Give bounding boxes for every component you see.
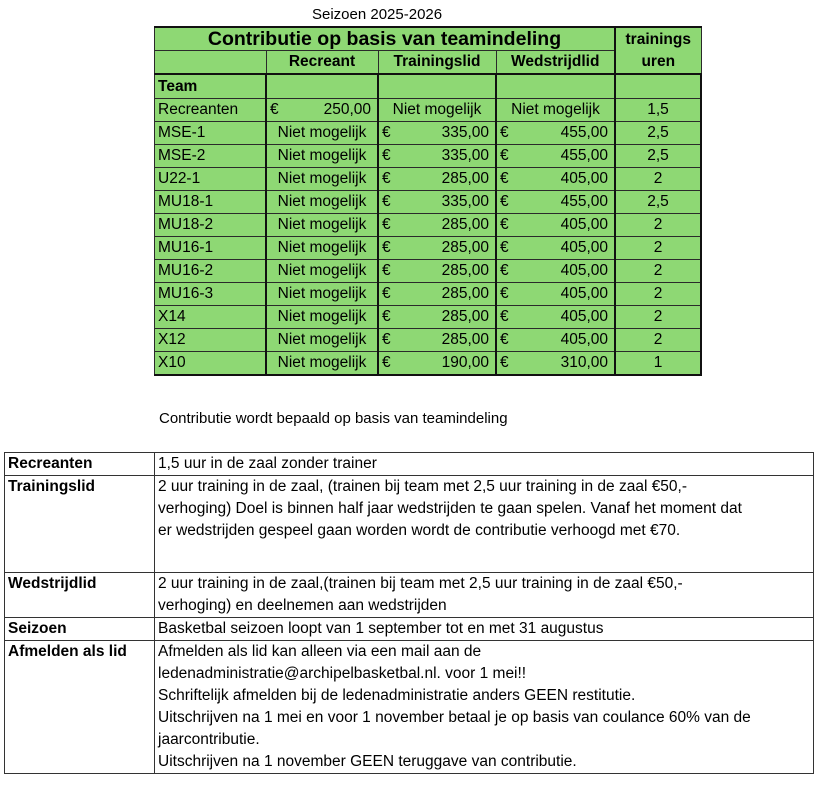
fee-recreant (266, 329, 378, 352)
money-value (382, 261, 492, 281)
euro-symbol: € (500, 239, 509, 256)
euro-symbol: € (382, 354, 391, 371)
training-hours: 2,5 (615, 122, 701, 145)
money-value (382, 307, 492, 327)
info-row (5, 573, 814, 618)
euro-symbol: € (500, 216, 509, 233)
money-value (382, 215, 492, 235)
team-name: Recreanten (155, 99, 267, 122)
euro-symbol: € (500, 262, 509, 279)
fee-trainingslid (378, 191, 496, 214)
fee-row (155, 168, 702, 191)
info-row (5, 476, 814, 573)
team-header-row (155, 74, 702, 99)
euro-symbol: € (382, 124, 391, 141)
amount: 455,00 (560, 147, 608, 164)
money-value (500, 215, 611, 235)
fee-row (155, 122, 702, 145)
fee-wedstrijdlid (496, 306, 615, 329)
fee-wedstrijdlid (496, 145, 615, 168)
money-value (500, 169, 611, 189)
hours-header-line1: trainings (625, 30, 691, 48)
fee-rows (155, 99, 702, 376)
fee-wedstrijdlid (496, 260, 615, 283)
fee-wedstrijdlid (496, 99, 615, 122)
not-possible-label: Niet mogelijk (392, 101, 482, 118)
fee-row (155, 145, 702, 168)
money-value (382, 192, 492, 212)
euro-symbol: € (382, 193, 391, 210)
info-line: jaarcontributie. (158, 731, 260, 748)
fee-note: Contributie wordt bepaald op basis van teamindeling (159, 410, 508, 427)
not-possible-label: Niet mogelijk (277, 331, 367, 348)
info-key: Wedstrijdlid (5, 573, 155, 618)
amount: 285,00 (441, 239, 489, 256)
fee-wedstrijdlid (496, 352, 615, 376)
team-name: MU18-2 (155, 214, 267, 237)
info-line: Basketbal seizoen loopt van 1 september tot en met 31 augustus (158, 620, 604, 637)
amount: 405,00 (560, 308, 608, 325)
info-value (155, 641, 814, 774)
amount: 310,00 (560, 354, 608, 371)
fee-title-row (155, 27, 702, 51)
amount: 405,00 (560, 262, 608, 279)
money-value (382, 238, 492, 258)
not-possible-label: Niet mogelijk (277, 239, 367, 256)
not-possible-label: Niet mogelijk (277, 170, 367, 187)
info-line: er wedstrijden gespeel gaan worden wordt de contributie verhoogd met €70. (158, 522, 681, 539)
amount: 335,00 (441, 193, 489, 210)
money-value (500, 238, 611, 258)
euro-symbol: € (500, 193, 509, 210)
fee-row (155, 237, 702, 260)
fee-row (155, 214, 702, 237)
amount: 455,00 (560, 124, 608, 141)
fee-recreant (266, 214, 378, 237)
euro-symbol: € (382, 147, 391, 164)
fee-recreant (266, 237, 378, 260)
fee-trainingslid (378, 352, 496, 376)
info-table (4, 452, 814, 774)
fee-wedstrijdlid (496, 168, 615, 191)
fee-wedstrijdlid (496, 283, 615, 306)
amount: 285,00 (441, 308, 489, 325)
fee-table-title: Contributie op basis van teamindeling (155, 27, 616, 51)
hours-header-line2: uren (641, 52, 676, 70)
team-name: MSE-1 (155, 122, 267, 145)
info-line: verhoging) en deelnemen aan wedstrijden (158, 597, 447, 614)
fee-recreant (266, 145, 378, 168)
amount: 335,00 (441, 124, 489, 141)
info-key: Seizoen (5, 618, 155, 641)
not-possible-label: Niet mogelijk (277, 308, 367, 325)
fee-wedstrijdlid (496, 214, 615, 237)
amount: 405,00 (560, 239, 608, 256)
info-line: 2 uur training in de zaal,(trainen bij team met 2,5 uur training in de zaal €50,- (158, 575, 683, 592)
fee-trainingslid (378, 122, 496, 145)
euro-symbol: € (382, 170, 391, 187)
fee-row (155, 306, 702, 329)
not-possible-label: Niet mogelijk (277, 262, 367, 279)
not-possible-label: Niet mogelijk (277, 354, 367, 371)
team-name: MSE-2 (155, 145, 267, 168)
amount: 455,00 (560, 193, 608, 210)
empty-cell (266, 74, 378, 99)
info-line: Schriftelijk afmelden bij de ledenadministratie anders GEEN restitutie. (158, 687, 636, 704)
money-value (500, 192, 611, 212)
amount: 405,00 (560, 285, 608, 302)
info-line: verhoging) Doel is binnen half jaar wedstrijden te gaan spelen. Vanaf het moment dat (158, 500, 742, 517)
not-possible-label: Niet mogelijk (277, 124, 367, 141)
euro-symbol: € (382, 239, 391, 256)
info-line: Uitschrijven na 1 mei en voor 1 november betaal je op basis van coulance 60% van de (158, 709, 751, 726)
fee-recreant (266, 306, 378, 329)
info-line: 2 uur training in de zaal, (trainen bij team met 2,5 uur training in de zaal €50,- (158, 478, 688, 495)
info-line: Afmelden als lid kan alleen via een mail aan de (158, 643, 482, 660)
euro-symbol: € (382, 285, 391, 302)
money-value (382, 330, 492, 350)
not-possible-label: Niet mogelijk (277, 147, 367, 164)
training-hours: 2 (615, 306, 701, 329)
euro-symbol: € (382, 331, 391, 348)
hours-header (615, 27, 701, 74)
not-possible-label: Niet mogelijk (277, 285, 367, 302)
fee-trainingslid (378, 329, 496, 352)
fee-trainingslid (378, 260, 496, 283)
column-header-wedstrijdlid: Wedstrijdlid (496, 51, 615, 75)
training-hours: 2 (615, 237, 701, 260)
info-line: 1,5 uur in de zaal zonder trainer (158, 455, 377, 472)
euro-symbol: € (270, 101, 279, 118)
blank-header-cell (155, 51, 267, 75)
euro-symbol: € (500, 308, 509, 325)
euro-symbol: € (500, 147, 509, 164)
not-possible-label: Niet mogelijk (277, 216, 367, 233)
amount: 285,00 (441, 331, 489, 348)
fee-wedstrijdlid (496, 191, 615, 214)
money-value (270, 100, 374, 120)
team-name: X10 (155, 352, 267, 376)
training-hours: 2,5 (615, 191, 701, 214)
euro-symbol: € (382, 308, 391, 325)
money-value (500, 307, 611, 327)
training-hours: 2 (615, 260, 701, 283)
fee-recreant (266, 352, 378, 376)
info-key: Afmelden als lid (5, 641, 155, 774)
euro-symbol: € (500, 124, 509, 141)
team-header: Team (155, 74, 267, 99)
fee-trainingslid (378, 214, 496, 237)
training-hours: 2 (615, 168, 701, 191)
team-name: MU16-1 (155, 237, 267, 260)
training-hours: 1 (615, 352, 701, 376)
info-rows (5, 453, 814, 774)
fee-table (154, 26, 702, 376)
info-key: Recreanten (5, 453, 155, 476)
info-value (155, 618, 814, 641)
money-value (500, 146, 611, 166)
info-key: Trainingslid (5, 476, 155, 573)
fee-recreant (266, 191, 378, 214)
amount: 285,00 (441, 216, 489, 233)
amount: 405,00 (560, 170, 608, 187)
fee-row (155, 99, 702, 122)
fee-trainingslid (378, 237, 496, 260)
money-value (500, 330, 611, 350)
not-possible-label: Niet mogelijk (277, 193, 367, 210)
info-line: ledenadministratie@archipelbasketbal.nl. voor 1 mei!! (158, 665, 527, 682)
fee-recreant (266, 260, 378, 283)
training-hours: 1,5 (615, 99, 701, 122)
info-line: Uitschrijven na 1 november GEEN teruggave van contributie. (158, 753, 577, 770)
fee-wedstrijdlid (496, 237, 615, 260)
info-value (155, 453, 814, 476)
fee-recreant (266, 168, 378, 191)
fee-wedstrijdlid (496, 122, 615, 145)
money-value (382, 123, 492, 143)
fee-row (155, 329, 702, 352)
fee-row (155, 260, 702, 283)
amount: 285,00 (441, 285, 489, 302)
fee-row (155, 191, 702, 214)
fee-recreant (266, 122, 378, 145)
amount: 405,00 (560, 216, 608, 233)
euro-symbol: € (500, 170, 509, 187)
team-name: MU16-3 (155, 283, 267, 306)
euro-symbol: € (500, 285, 509, 302)
column-header-recreant: Recreant (266, 51, 378, 75)
money-value (382, 284, 492, 304)
fee-trainingslid (378, 283, 496, 306)
euro-symbol: € (382, 262, 391, 279)
empty-cell (615, 74, 701, 99)
not-possible-label: Niet mogelijk (511, 101, 600, 118)
fee-trainingslid (378, 306, 496, 329)
empty-cell (496, 74, 615, 99)
euro-symbol: € (500, 354, 509, 371)
money-value (382, 169, 492, 189)
amount: 285,00 (441, 170, 489, 187)
info-value (155, 573, 814, 618)
training-hours: 2 (615, 283, 701, 306)
money-value (500, 261, 611, 281)
money-value (500, 284, 611, 304)
info-row (5, 641, 814, 774)
fee-wedstrijdlid (496, 329, 615, 352)
team-name: MU16-2 (155, 260, 267, 283)
training-hours: 2 (615, 329, 701, 352)
money-value (500, 123, 611, 143)
team-name: X14 (155, 306, 267, 329)
fee-trainingslid (378, 99, 496, 122)
amount: 285,00 (441, 262, 489, 279)
training-hours: 2,5 (615, 145, 701, 168)
fee-trainingslid (378, 145, 496, 168)
euro-symbol: € (500, 331, 509, 348)
info-value (155, 476, 814, 573)
fee-recreant (266, 283, 378, 306)
fee-trainingslid (378, 168, 496, 191)
euro-symbol: € (382, 216, 391, 233)
amount: 190,00 (441, 354, 489, 371)
fee-row (155, 352, 702, 376)
amount: 250,00 (323, 101, 371, 118)
fee-recreant (266, 99, 378, 122)
amount: 405,00 (560, 331, 608, 348)
season-label: Seizoen 2025-2026 (312, 6, 443, 23)
spacer (158, 542, 810, 572)
team-name: U22-1 (155, 168, 267, 191)
amount: 335,00 (441, 147, 489, 164)
column-header-trainingslid: Trainingslid (378, 51, 496, 75)
team-name: MU18-1 (155, 191, 267, 214)
team-name: X12 (155, 329, 267, 352)
fee-row (155, 283, 702, 306)
money-value (382, 353, 492, 373)
training-hours: 2 (615, 214, 701, 237)
info-row (5, 618, 814, 641)
money-value (382, 146, 492, 166)
info-row (5, 453, 814, 476)
money-value (500, 353, 611, 373)
empty-cell (378, 74, 496, 99)
